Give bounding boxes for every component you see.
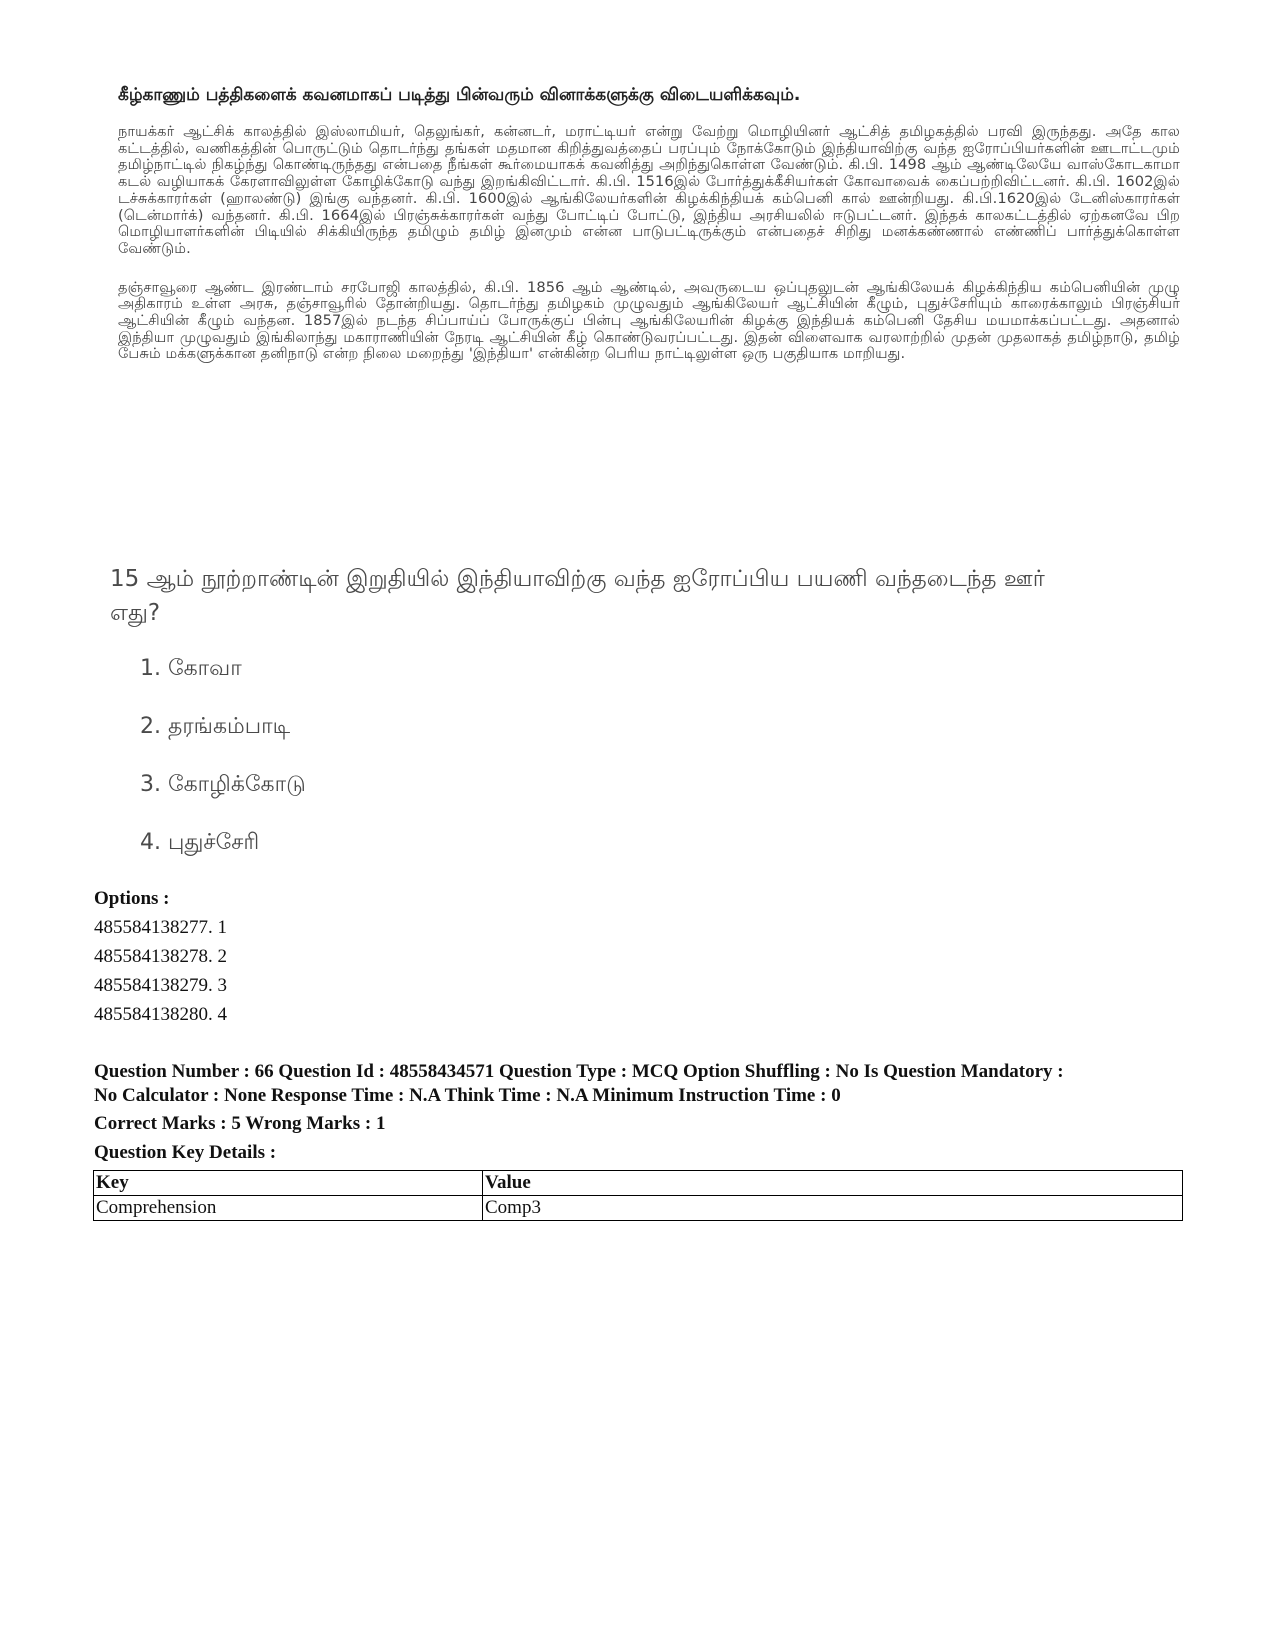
cell-key: Comprehension (94, 1196, 483, 1221)
metadata-line-1: Question Number : 66 Question Id : 48558434571 Question Type : MCQ Option Shuffling : No Is Question Mandatory : (94, 1061, 1064, 1082)
option-id: 485584138278. 2 (94, 946, 227, 967)
metadata-line-2: No Calculator : None Response Time : N.A Think Time : N.A Minimum Instruction Time : 0 (94, 1085, 841, 1106)
marks-line: Correct Marks : 5 Wrong Marks : 1 (94, 1113, 386, 1134)
header-value: Value (483, 1171, 1183, 1196)
answer-choices (140, 652, 306, 884)
comprehension-passage-image (118, 84, 1180, 363)
answer-choice: 1. கோவா (140, 656, 242, 681)
options-title: Options : (94, 888, 170, 909)
passage-heading: கீழ்காணும் பத்திகளைக் கவனமாகப் படித்து பின்வரும் வினாக்களுக்கு விடையளிக்கவும். (118, 85, 801, 105)
cell-value: Comp3 (483, 1196, 1183, 1221)
option-id: 485584138280. 4 (94, 1004, 227, 1025)
key-details-title: Question Key Details : (94, 1142, 277, 1163)
table-row (94, 1196, 1183, 1221)
header-key: Key (94, 1171, 483, 1196)
answer-choice: 4. புதுச்சேரி (140, 830, 260, 855)
table-header-row (94, 1171, 1183, 1196)
options-block (94, 884, 227, 1029)
answer-choice: 3. கோழிக்கோடு (140, 772, 306, 797)
question-metadata (94, 1060, 1194, 1108)
passage-paragraph-2: தஞ்சாவூரை ஆண்ட இரண்டாம் சரபோஜி காலத்தில், கி.பி. 1856 ஆம் ஆண்டில், அவருடைய ஒப்புதலுடன் ஆங்கிலேயக் கிழக்கிந்திய கம்பெனியின் முழு அதிகாரம் உள்ள அரசு, தஞ்சாவூரில் தோன்றியது. தொடர்ந்து தமிழகம் முழுவதும் ஆங்கிலேயர் ஆட்சியின் கீழும், புதுச்சேரியும் காரைக்காலும் பிரஞ்சியர் ஆட்சியின் கீழும் வந்தன. 1857இல் நடந்த சிப்பாய்ப் போருக்குப் பின்பு ஆங்கிலேயரின் கிழக்கு இந்தியக் கம்பெனி தேசிய மயமாக்கப்பட்டது. அதனால் இந்தியா முழுவதும் இங்கிலாந்து மகாராணியின் நேரடி ஆட்சியின் கீழ் கொண்டுவரப்பட்டது. இதன் விளைவாக வரலாற்றில் முதன் முதலாகத் தமிழ்நாடு, தமிழ் பேசும் மக்களுக்கான தனிநாடு என்ற நிலை மறைந்து 'இந்தியா' என்கின்ற பெரிய நாட்டிலுள்ள ஒரு பகுதியாக மாறியது. (118, 278, 1180, 363)
option-id: 485584138277. 1 (94, 917, 227, 938)
key-details-table (93, 1170, 1183, 1221)
answer-choice: 2. தரங்கம்பாடி (140, 714, 291, 739)
passage-paragraph-1: நாயக்கர் ஆட்சிக் காலத்தில் இஸ்லாமியர், தெலுங்கர், கன்னடர், மராட்டியர் என்று வேற்று மொழியினர் ஆட்சித் தமிழகத்தில் பரவி இருந்தது. அதே கால கட்டத்தில், வணிகத்தின் பொருட்டும் தொடர்ந்து தங்கள் மதமான கிறித்துவத்தைப் பரப்பும் நோக்கோடும் இந்தியாவிற்கு வந்த ஐரோப்பியர்களின் ஊடாட்டமும் தமிழ்நாட்டில் நிகழ்ந்து கொண்டிருந்தது என்பதை நீங்கள் கூர்மையாகக் கவனித்து அறிந்துகொள்ள வேண்டும். கி.பி. 1498 ஆம் ஆண்டிலேயே வாஸ்கோடகாமா கடல் வழியாகக் கேரளாவிலுள்ள கோழிக்கோடு வந்து இறங்கிவிட்டார். கி.பி. 1516இல் போர்த்துக்கீசியர்கள் கோவாவைக் கைப்பற்றிவிட்டனர். கி.பி. 1602இல் டச்சுக்காரர்கள் (ஹாலண்டு) இங்கு வந்தனர். கி.பி. 1600இல் ஆங்கிலேயர்களின் கிழக்கிந்தியக் கம்பெனி கால் ஊன்றியது. கி.பி.1620இல் டேனிஸ்காரர்கள் (டென்மார்க்) வந்தனர். கி.பி. 1664இல் பிரஞ்சுக்காரர்கள் வந்து போட்டிப் போட்டு, இந்திய அரசியலில் ஈடுபட்டனர். இந்தக் காலகட்டத்தில் ஏற்கனவே பிற மொழியாளர்களின் பிடியில் சிக்கியிருந்த தமிழும் தமிழ் இனமும் என்ன பாடுபட்டிருக்கும் என்பதைச் சிறிது மனக்கண்ணால் எண்ணிப் பார்த்துக்கொள்ள வேண்டும். (118, 123, 1180, 257)
question-text: 15 ஆம் நூற்றாண்டின் இறுதியில் இந்தியாவிற்கு வந்த ஐரோப்பிய பயணி வந்தடைந்த ஊர் எது? (110, 566, 1045, 626)
option-id: 485584138279. 3 (94, 975, 227, 996)
